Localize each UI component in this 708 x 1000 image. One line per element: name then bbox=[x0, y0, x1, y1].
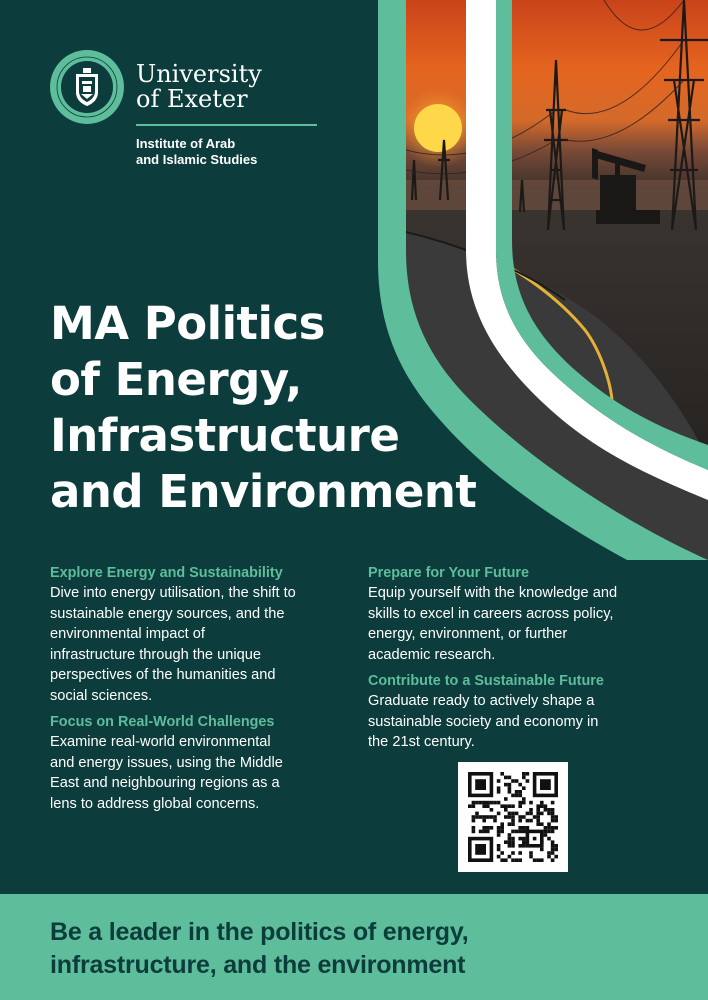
section-explore-energy bbox=[50, 563, 350, 706]
institute-line2: and Islamic Studies bbox=[136, 152, 258, 167]
qr-code-graphic bbox=[458, 762, 568, 872]
university-logo bbox=[50, 50, 270, 170]
title-line: of Energy, bbox=[50, 353, 302, 406]
section-heading: Explore Energy and Sustainability bbox=[50, 565, 283, 581]
section-body: Dive into energy utilisation, the shift to sustainable energy sources, and the environmental impact of infrastructure through the unique perspectives of the humanities and social sciences. bbox=[50, 585, 296, 704]
section-real-world bbox=[50, 712, 350, 814]
tagline-line: Be a leader in the politics of energy, bbox=[50, 918, 469, 946]
section-heading: Focus on Real-World Challenges bbox=[50, 714, 275, 730]
page-title bbox=[50, 296, 520, 520]
section-heading: Prepare for Your Future bbox=[368, 565, 529, 581]
section-body: Graduate ready to actively shape a sustainable society and economy in the 21st century. bbox=[368, 693, 599, 750]
university-name-line2: of Exeter bbox=[136, 85, 248, 113]
section-sustainable-future bbox=[368, 671, 668, 753]
institute-name bbox=[136, 136, 326, 168]
section-heading: Contribute to a Sustainable Future bbox=[368, 673, 604, 689]
qr-code-icon[interactable] bbox=[458, 762, 568, 872]
section-body: Equip yourself with the knowledge and skills to excel in careers across policy, energy, environment, or further academic research. bbox=[368, 585, 618, 663]
logo-divider bbox=[136, 124, 317, 126]
university-name-line1: University bbox=[136, 60, 262, 88]
section-prepare-future bbox=[368, 563, 668, 665]
section-body: Examine real-world environmental and energy issues, using the Middle East and neighbouring regions as a lens to address global concerns. bbox=[50, 734, 283, 812]
left-column bbox=[50, 563, 350, 820]
title-line: MA Politics bbox=[50, 297, 325, 350]
tagline-line: infrastructure, and the environment bbox=[50, 951, 466, 979]
title-line: Infrastructure bbox=[50, 409, 400, 462]
title-line: and Environment bbox=[50, 465, 477, 518]
university-name bbox=[136, 62, 262, 112]
right-column bbox=[368, 563, 668, 759]
university-crest-icon bbox=[50, 50, 124, 124]
institute-line1: Institute of Arab bbox=[136, 136, 236, 151]
footer-tagline bbox=[50, 916, 670, 982]
